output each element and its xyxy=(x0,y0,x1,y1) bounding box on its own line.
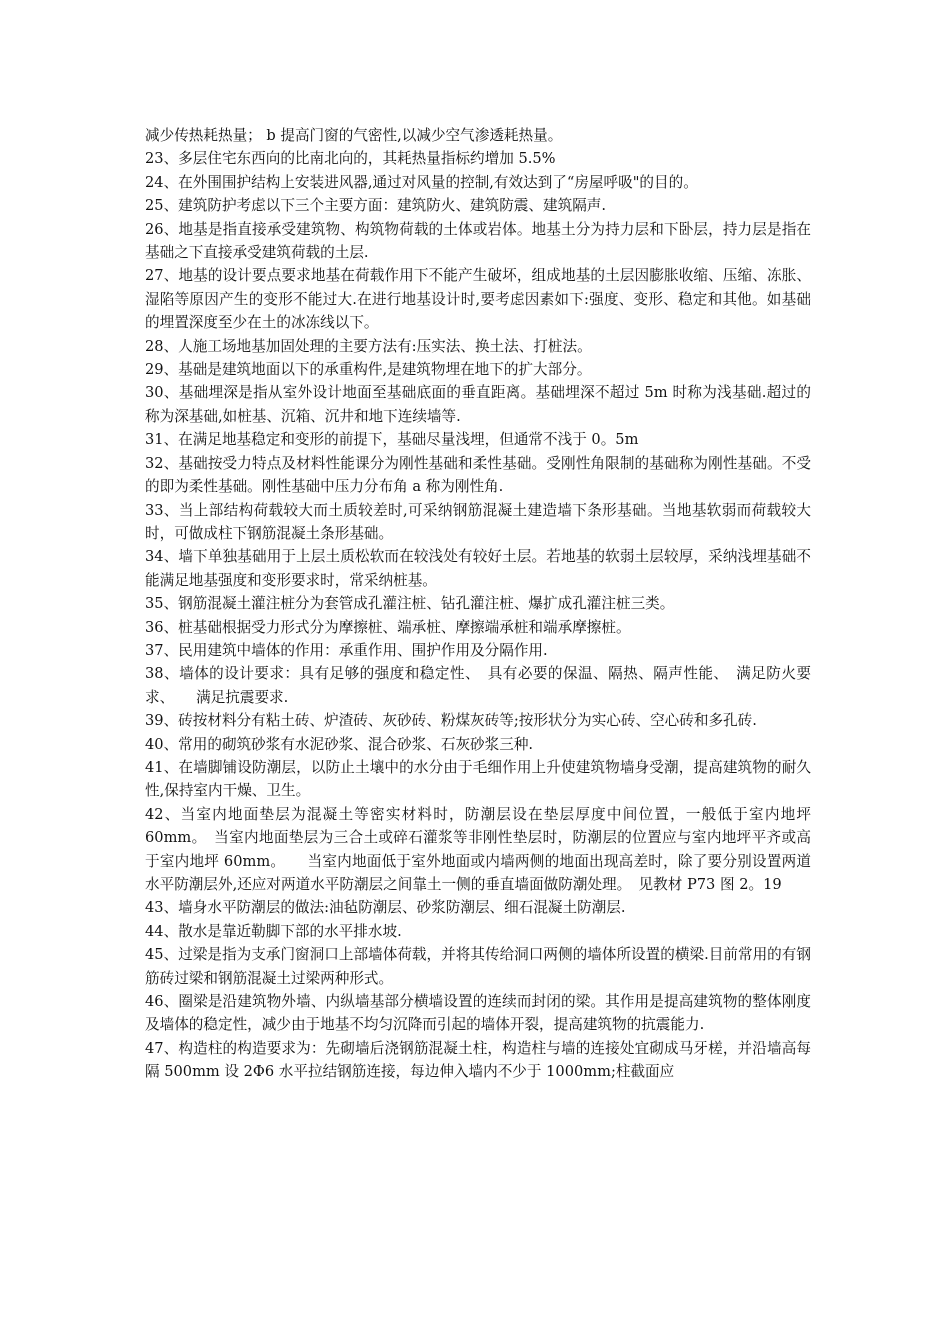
paragraph-25: 25、建筑防护考虑以下三个主要方面：建筑防火、建筑防震、建筑隔声. xyxy=(145,197,607,215)
paragraph-23: 23、多层住宅东西向的比南北向的，其耗热量指标约增加 5.5% xyxy=(145,150,556,168)
document-body xyxy=(145,124,811,1084)
paragraph-28: 28、人施工场地基加固处理的主要方法有:压实法、换土法、打桩法。 xyxy=(145,337,592,355)
paragraph-38: 38、墙体的设计要求：具有足够的强度和稳定性、 具有必要的保温、隔热、隔声性能、 满足防火要求、 满足抗震要求. xyxy=(145,665,811,706)
paragraph-30: 30、基础埋深是指从室外设计地面至基础底面的垂直距离。基础埋深不超过 5m 时称为浅基础.超过的称为深基础,如桩基、沉箱、沉井和地下连续墙等. xyxy=(145,384,811,425)
paragraph-27: 27、地基的设计要点要求地基在荷载作用下不能产生破坏，组成地基的土层因膨胀收缩、压缩、冻胀、湿陷等原因产生的变形不能过大.在进行地基设计时,要考虑因素如下:强度、变形、稳定和其他。如基础的埋置深度至少在土的冰冻线以下。 xyxy=(145,267,811,332)
paragraph-35: 35、钢筋混凝土灌注桩分为套管成孔灌注桩、钻孔灌注桩、爆扩成孔灌注桩三类。 xyxy=(145,595,675,613)
paragraph-31: 31、在满足地基稳定和变形的前提下，基础尽量浅埋，但通常不浅于 0。5m xyxy=(145,431,639,449)
paragraph-45: 45、过梁是指为支承门窗洞口上部墙体荷载，并将其传给洞口两侧的墙体所设置的横梁.目前常用的有钢筋砖过梁和钢筋混凝土过梁两种形式。 xyxy=(145,946,811,987)
paragraph-39: 39、砖按材料分有粘土砖、炉渣砖、灰砂砖、粉煤灰砖等;按形状分为实心砖、空心砖和多孔砖. xyxy=(145,712,757,730)
paragraph-26: 26、地基是指直接承受建筑物、构筑物荷载的土体或岩体。地基土分为持力层和下卧层，持力层是指在基础之下直接承受建筑荷载的土层. xyxy=(145,220,811,262)
paragraph-43: 43、墙身水平防潮层的做法:油毡防潮层、砂浆防潮层、细石混凝土防潮层. xyxy=(145,899,626,917)
paragraph-24: 24、在外围围护结构上安装进风器,通过对风量的控制,有效达到了“房屋呼吸"的目的。 xyxy=(145,173,698,191)
paragraph-37: 37、民用建筑中墙体的作用：承重作用、围护作用及分隔作用. xyxy=(145,641,548,659)
paragraph-42: 42、当室内地面垫层为混凝土等密实材料时，防潮层设在垫层厚度中间位置，一般低于室内地坪 60mm。 当室内地面垫层为三合土或碎石灌浆等非刚性垫层时，防潮层的位置应与室内地坪平齐或高于室内地坪 60mm。 当室内地面低于室外地面或内墙两侧的地面出现高差时，除了要分别设置两道水平防潮层外,还应对两道水平防潮层之间靠土一侧的垂直墙面做防潮处理。 见教材 P73 图 2。19 xyxy=(145,805,811,893)
paragraph-34: 34、墙下单独基础用于上层土质松软而在较浅处有较好土层。若地基的软弱土层较厚，采纳浅埋基础不能满足地基强度和变形要求时，常采纳桩基。 xyxy=(145,548,811,589)
paragraph-33: 33、当上部结构荷载较大而土质较差时,可采纳钢筋混凝土建造墙下条形基础。当地基软弱而荷载较大时，可做成柱下钢筋混凝土条形基础。 xyxy=(145,501,811,542)
paragraph-46: 46、圈梁是沿建筑物外墙、内纵墙基部分横墙设置的连续而封闭的梁。其作用是提高建筑物的整体刚度及墙体的稳定性，减少由于地基不均匀沉降而引起的墙体开裂，提高建筑物的抗震能力. xyxy=(145,993,811,1034)
paragraph-32: 32、基础按受力特点及材料性能课分为刚性基础和柔性基础。受刚性角限制的基础称为刚性基础。不受的即为柔性基础。刚性基础中压力分布角 a 称为刚性角. xyxy=(145,454,811,496)
paragraph-29: 29、基础是建筑地面以下的承重构件,是建筑物埋在地下的扩大部分。 xyxy=(145,361,592,379)
paragraph-41: 41、在墙脚铺设防潮层，以防止土壤中的水分由于毛细作用上升使建筑物墙身受潮，提高建筑物的耐久性,保持室内干燥、卫生。 xyxy=(145,758,811,800)
paragraph-intro: 减少传热耗热量； b 提高门窗的气密性,以减少空气渗透耗热量。 xyxy=(145,127,563,144)
paragraph-44: 44、散水是靠近勒脚下部的水平排水坡. xyxy=(145,922,402,940)
paragraph-47: 47、构造柱的构造要求为：先砌墙后浇钢筋混凝土柱，构造柱与墙的连接处宜砌成马牙槎，并沿墙高每隔 500mm 设 2Φ6 水平拉结钢筋连接，每边伸入墙内不少于 1000mm;柱截面应 xyxy=(145,1039,811,1081)
paragraph-40: 40、常用的砌筑砂浆有水泥砂浆、混合砂浆、石灰砂浆三种. xyxy=(145,735,534,753)
paragraph-36: 36、桩基础根据受力形式分为摩擦桩、端承桩、摩擦端承桩和端承摩擦桩。 xyxy=(145,618,631,636)
